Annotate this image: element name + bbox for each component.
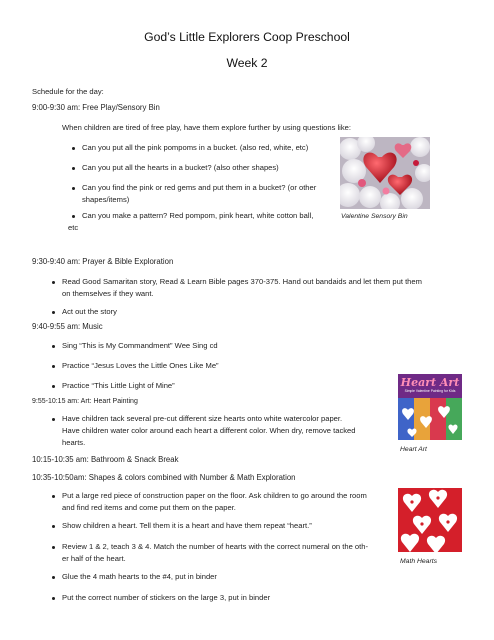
block4-item-1-cont: Have children water color around each heart a different color. When dry, remove tacked: [62, 426, 356, 435]
block3-item-2: Practice “Jesus Loves the Little Ones Like Me”: [62, 361, 219, 370]
block6-item-1-cont: and find red items and come put them on the paper.: [62, 503, 236, 512]
heart-art-image: [398, 374, 462, 440]
block1-item-1: Can you put all the pink pompoms in a bucket. (also red, white, etc): [82, 143, 309, 152]
bullet-icon: [52, 385, 55, 388]
block6-item-4: Glue the 4 math hearts to the #4, put in binder: [62, 572, 217, 581]
heart-art-image-title: Heart Art: [400, 376, 460, 389]
block2-heading: 9:30-9:40 am: Prayer & Bible Exploration: [32, 257, 174, 266]
math-hearts-caption: Math Hearts: [400, 558, 438, 565]
bullet-icon: [72, 187, 75, 190]
block6-item-2: Show children a heart. Tell them it is a heart and have them repeat “heart.”: [62, 521, 312, 530]
block4-item-1-cont2: hearts.: [62, 438, 86, 447]
document-subtitle: Week 2: [226, 56, 268, 70]
block1-item-3: Can you find the pink or red gems and put them in a bucket? (or other: [82, 183, 317, 192]
bullet-icon: [52, 345, 55, 348]
valentine-sensory-bin-image: [340, 137, 430, 209]
block6-item-5: Put the correct number of stickers on the large 3, put in binder: [62, 593, 271, 602]
block2-item-1: Read Good Samaritan story, Read & Learn Bible pages 370-375. Hand out bandaids and let them put them: [62, 277, 422, 286]
bullet-icon: [72, 167, 75, 170]
bullet-icon: [52, 576, 55, 579]
block6-item-3: Review 1 & 2, teach 3 & 4. Match the number of hearts with the correct numeral on the oth-: [62, 542, 369, 551]
block1-item-4-cont: etc: [68, 223, 79, 232]
sensory-bin-illustration: [340, 137, 430, 209]
bullet-icon: [52, 418, 55, 421]
heart-art-caption: Heart Art: [400, 446, 427, 453]
block5-heading: 10:15-10:35 am: Bathroom & Snack Break: [32, 455, 179, 464]
bullet-icon: [52, 495, 55, 498]
math-hearts-illustration: [398, 488, 462, 552]
block1-heading: 9:00-9:30 am: Free Play/Sensory Bin: [32, 103, 160, 112]
bullet-icon: [52, 311, 55, 314]
bullet-icon: [52, 525, 55, 528]
block6-item-1: Put a large red piece of construction paper on the floor. Ask children to go around the room: [62, 491, 367, 500]
block4-heading: 9:55-10:15 am: Art: Heart Painting: [32, 398, 138, 405]
bullet-icon: [52, 281, 55, 284]
block2-item-2: Act out the story: [62, 307, 117, 316]
document-title: God’s Little Explorers Coop Preschool: [144, 30, 350, 44]
bullet-icon: [52, 597, 55, 600]
block1-item-3-cont: shapes/items): [82, 195, 130, 204]
block3-heading: 9:40-9:55 am: Music: [32, 322, 103, 331]
block1-lead: When children are tired of free play, have them explore further by using questions like:: [62, 123, 351, 132]
math-hearts-image: [398, 488, 462, 552]
bullet-icon: [72, 147, 75, 150]
block2-item-1-cont: on themselves if they want.: [62, 289, 154, 298]
block3-item-3: Practice “This Little Light of Mine”: [62, 381, 175, 390]
block6-heading: 10:35-10:50am: Shapes & colors combined with Number & Math Exploration: [32, 473, 296, 482]
block1-item-2: Can you put all the hearts in a bucket? (also other shapes): [82, 163, 279, 172]
sensory-bin-caption: Valentine Sensory Bin: [341, 213, 408, 220]
block1-item-4: Can you make a pattern? Red pompom, pink heart, white cotton ball,: [82, 211, 314, 220]
block4-item-1: Have children tack several pre-cut different size hearts onto white watercolor paper.: [62, 414, 343, 423]
block3-item-1: Sing “This is My Commandment” Wee Sing cd: [62, 341, 218, 350]
block6-item-3-cont: er half of the heart.: [62, 554, 126, 563]
heart-art-image-subtitle: Simple Valentine Painting for Kids: [404, 389, 456, 393]
bullet-icon: [52, 365, 55, 368]
schedule-intro: Schedule for the day:: [32, 87, 104, 96]
bullet-icon: [72, 215, 75, 218]
bullet-icon: [52, 546, 55, 549]
